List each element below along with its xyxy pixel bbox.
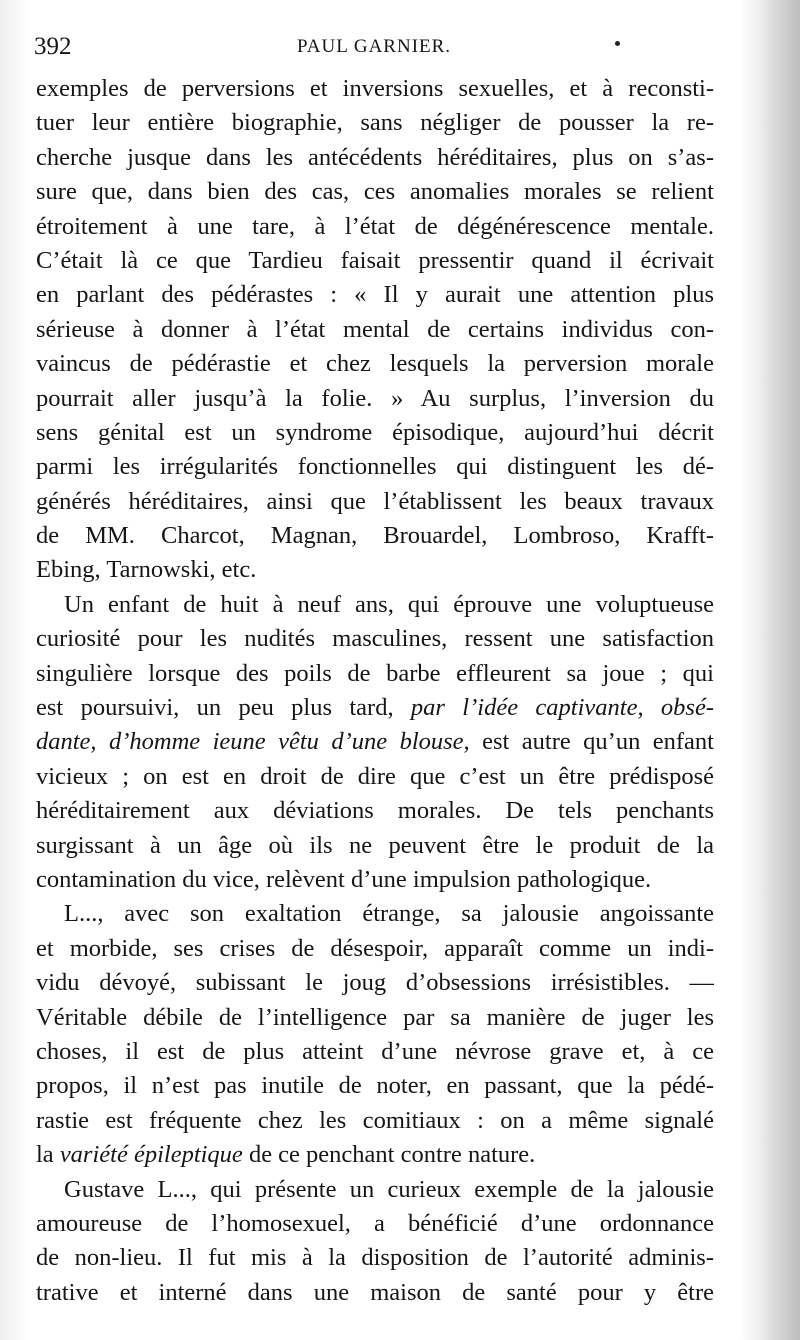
text-line: Véritable débile de l’intelligence par sa manière de juger les <box>36 1003 714 1031</box>
text-segment: de ce penchant contre nature. <box>242 1141 536 1169</box>
text-line: Gustave L..., qui présente un curieux exemple de la jalousie <box>64 1175 714 1203</box>
text-line: exemples de perversions et inversions sexuelles, et à reconsti- <box>36 75 714 102</box>
body-text <box>36 72 714 1310</box>
text-line: contamination du vice, relèvent d’une impulsion pathologique. <box>36 865 652 893</box>
text-line: pourrait aller jusqu’à la folie. » Au surplus, l’inversion du <box>36 384 714 412</box>
text-line <box>36 725 714 759</box>
page-number: 392 <box>34 33 72 60</box>
running-head: PAUL GARNIER. <box>296 36 452 57</box>
text-line: héréditairement aux déviations morales. De tels penchants <box>36 797 714 825</box>
ornament-dot <box>615 41 620 46</box>
text-line: générés héréditaires, ainsi que l’établissent les beaux travaux <box>36 487 714 515</box>
text-line: surgissant à un âge où ils ne peuvent être le produit de la <box>36 831 714 859</box>
italic-text: variété épileptique <box>59 1141 243 1169</box>
text-line: trative et interné dans une maison de santé pour y être <box>36 1278 714 1306</box>
text-line: sure que, dans bien des cas, ces anomalies morales se relient <box>36 178 714 206</box>
text-line: curiosité pour les nudités masculines, ressent une satisfaction <box>36 625 714 653</box>
text-line: et morbide, ses crises de désespoir, apparaît comme un indi- <box>36 934 714 962</box>
text-line: Ebing, Tarnowski, etc. <box>36 556 257 584</box>
text-line: vicieux ; on est en droit de dire que c’est un être prédisposé <box>36 762 714 790</box>
text-line: vidu dévoyé, subissant le joug d’obsessions irrésistibles. — <box>36 969 714 997</box>
text-line: L..., avec son exaltation étrange, sa jalousie angoissante <box>64 900 714 928</box>
text-line: sens génital est un syndrome épisodique, aujourd’hui décrit <box>36 418 714 446</box>
text-line: singulière lorsque des poils de barbe effleurent sa joue ; qui <box>36 659 714 687</box>
text-line: amoureuse de l’homosexuel, a bénéficié d’une ordonnance <box>36 1209 714 1237</box>
text-line: Un enfant de huit à neuf ans, qui éprouve une voluptueuse <box>64 590 714 618</box>
text-segment: la <box>36 1141 60 1169</box>
page-header <box>34 30 714 64</box>
italic-text: par l’idée captivante, obsé- <box>410 694 714 722</box>
text-line: C’était là ce que Tardieu faisait pressentir quand il écrivait <box>36 246 714 274</box>
text-segment: est autre qu’un enfant <box>469 728 714 756</box>
page-edge-shadow <box>760 0 800 1340</box>
text-line: sérieuse à donner à l’état mental de certains individus con- <box>36 315 714 343</box>
text-line: vaincus de pédérastie et chez lesquels la perversion morale <box>36 350 714 378</box>
text-line: de MM. Charcot, Magnan, Brouardel, Lombroso, Krafft- <box>36 522 714 550</box>
text-line: étroitement à une tare, à l’état de dégénérescence mentale. <box>36 212 714 240</box>
text-line <box>36 691 714 725</box>
text-line: en parlant des pédérastes : « Il y aurait une attention plus <box>36 281 714 309</box>
text-line: rastie est fréquente chez les comitiaux : on a même signalé <box>36 1106 714 1134</box>
text-line: de non-lieu. Il fut mis à la disposition de l’autorité adminis- <box>36 1244 714 1272</box>
text-line: cherche jusque dans les antécédents héréditaires, plus on s’as- <box>36 143 714 171</box>
text-line: parmi les irrégularités fonctionnelles qui distinguent les dé- <box>36 453 714 481</box>
text-line: tuer leur entière biographie, sans négliger de pousser la re- <box>36 109 714 137</box>
italic-text: dante, d’homme ieune vêtu d’une blouse, <box>36 728 470 756</box>
text-segment: est poursuivi, un peu plus tard, <box>36 694 411 722</box>
text-line <box>36 1138 714 1172</box>
text-line: propos, il n’est pas inutile de noter, en passant, que la pédé- <box>36 1072 714 1100</box>
text-line: choses, il est de plus atteint d’une névrose grave et, à ce <box>36 1037 714 1065</box>
